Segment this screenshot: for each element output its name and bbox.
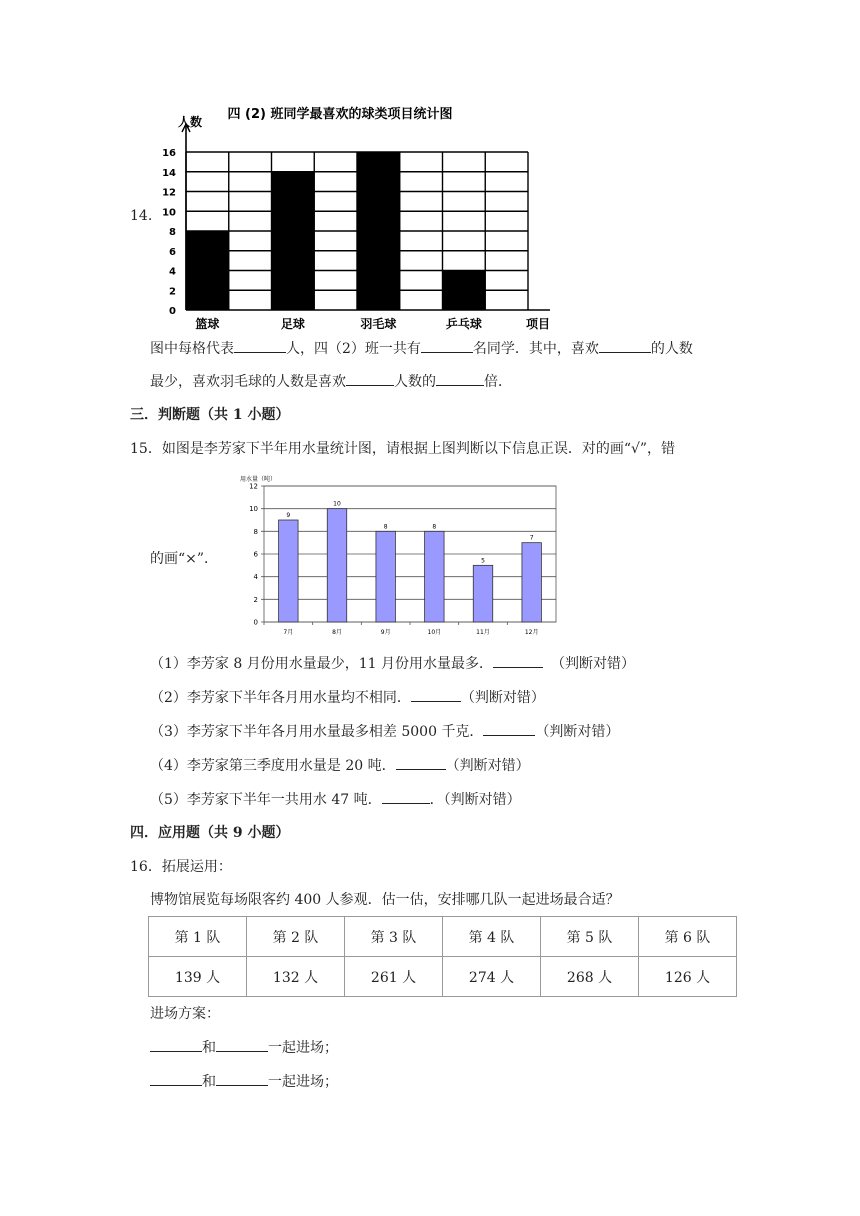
- y-tick-label: 16: [162, 148, 176, 159]
- table-cell: 第 6 队: [639, 917, 737, 957]
- judgment-item: [150, 789, 521, 809]
- text: 人数的: [394, 374, 436, 390]
- text: 名同学．其中，喜欢: [472, 341, 599, 357]
- bar: [279, 520, 298, 622]
- bar: [443, 271, 486, 311]
- judgment-item: [150, 721, 619, 741]
- judgment-item: [150, 653, 635, 673]
- x-tick-label: 羽毛球: [360, 317, 397, 331]
- x-axis-label: 项目: [525, 317, 551, 331]
- question-14-number: 14.: [130, 208, 153, 224]
- table-cell: 268 人: [541, 957, 639, 997]
- text: 最少，喜欢羽毛球的人数是喜欢: [150, 374, 346, 390]
- answer-blank[interactable]: [436, 371, 484, 386]
- answer-blank[interactable]: [216, 1071, 268, 1086]
- y-tick-label: 12: [162, 187, 176, 199]
- answer-blank[interactable]: [483, 721, 535, 736]
- text: 的人数: [650, 341, 693, 357]
- bar: [376, 531, 395, 622]
- question-text: 如图是李芳家下半年用水量统计图，请根据上图判断以下信息正误．对的画“√”，错: [161, 441, 676, 457]
- data-label: 5: [481, 557, 485, 565]
- y-tick-label: 8: [169, 227, 176, 238]
- x-tick-label: 12月: [524, 629, 539, 636]
- data-label: 8: [432, 523, 437, 531]
- y-axis-label: 用水量（吨）: [240, 476, 277, 483]
- bar: [357, 152, 400, 310]
- answer-blank[interactable]: [396, 755, 446, 770]
- answer-blank[interactable]: [150, 1037, 202, 1052]
- judgment-text: （3）李芳家下半年各月用水量最多相差 5000 千克．: [150, 724, 484, 740]
- chart-title: 四 (2) 班同学最喜欢的球类项目统计图: [227, 107, 453, 122]
- judgment-item: [150, 687, 545, 707]
- y-tick-label: 14: [162, 167, 176, 179]
- q14-line-2: [150, 371, 512, 391]
- judgment-text: （2）李芳家下半年各月用水量均不相同．: [150, 690, 411, 706]
- y-tick-label: 10: [162, 207, 176, 219]
- y-tick-label: 4: [169, 266, 176, 278]
- y-tick-label: 8: [253, 527, 258, 536]
- table-cell: 第 1 队: [149, 917, 247, 957]
- judgment-text: （5）李芳家下半年一共用水 47 吨．: [150, 792, 382, 808]
- table-cell: 132 人: [247, 957, 345, 997]
- y-tick-label: 2: [253, 595, 258, 604]
- question-title: 拓展运用：: [161, 859, 232, 875]
- data-label: 10: [333, 500, 341, 508]
- table-row: [149, 957, 737, 997]
- question-16-header: [130, 856, 232, 876]
- y-tick-label: 6: [253, 550, 258, 559]
- data-label: 8: [383, 523, 388, 531]
- answer-blank[interactable]: [234, 338, 286, 353]
- question-number: 16．: [130, 859, 162, 875]
- x-tick-label: 8月: [332, 629, 342, 636]
- text: 倍．: [484, 374, 512, 390]
- answer-blank[interactable]: [411, 687, 461, 702]
- judgment-text: （1）李芳家 8 月份用水量最少，11 月份用水量最多．: [150, 656, 493, 672]
- plan-label: 进场方案：: [150, 1006, 220, 1022]
- plan-line-1: [150, 1037, 338, 1057]
- plan-line-2: [150, 1071, 338, 1091]
- answer-blank[interactable]: [493, 653, 543, 668]
- table-cell: 第 2 队: [247, 917, 345, 957]
- text: 人，四（2）班一共有: [286, 341, 421, 357]
- section-4-title: 四．应用题（共 9 小题）: [130, 825, 290, 841]
- question-number: 15．: [130, 441, 162, 457]
- bar: [327, 509, 346, 622]
- y-tick-label: 12: [249, 482, 258, 491]
- answer-blank[interactable]: [216, 1037, 268, 1052]
- section-3-title: 三．判断题（共 1 小题）: [130, 407, 290, 423]
- y-axis-label: 人数: [178, 115, 203, 129]
- x-tick-label: 篮球: [195, 317, 220, 331]
- table-cell: 126 人: [639, 957, 737, 997]
- x-tick-label: 11月: [476, 629, 490, 636]
- x-tick-label: 9月: [380, 629, 391, 636]
- answer-blank[interactable]: [421, 338, 473, 353]
- x-tick-label: 10月: [427, 629, 442, 636]
- ball-sports-bar-chart: [158, 100, 558, 332]
- q14-line-1: [150, 338, 693, 358]
- text: 和: [202, 1074, 216, 1090]
- x-tick-label: 足球: [280, 317, 305, 331]
- bar: [425, 531, 444, 622]
- judgment-item: [150, 755, 530, 775]
- x-tick-label: 乒乓球: [445, 317, 482, 331]
- table-cell: 第 4 队: [443, 917, 541, 957]
- table-cell: 261 人: [345, 957, 443, 997]
- judgment-hint: ．（判断对错）: [429, 792, 521, 808]
- water-usage-bar-chart: [238, 474, 562, 640]
- question-15-intro-2: 的画“×”．: [150, 551, 219, 567]
- bar: [522, 543, 541, 622]
- bar: [272, 172, 315, 310]
- x-tick-label: 7月: [283, 629, 294, 636]
- y-tick-label: 2: [169, 286, 176, 298]
- question-15-intro: [130, 438, 675, 458]
- y-tick-label: 4: [253, 573, 258, 582]
- judgment-hint: （判断对错）: [445, 758, 530, 774]
- text: 一起进场；: [268, 1040, 338, 1056]
- text: 一起进场；: [268, 1074, 338, 1090]
- y-tick-label: 0: [169, 306, 176, 317]
- data-label: 9: [286, 512, 291, 519]
- answer-blank[interactable]: [346, 371, 394, 386]
- bar: [473, 565, 492, 622]
- judgment-text: （4）李芳家第三季度用水量是 20 吨．: [150, 758, 396, 774]
- table-cell: 第 5 队: [541, 917, 639, 957]
- table-cell: 第 3 队: [345, 917, 443, 957]
- teams-table: [148, 916, 737, 997]
- data-label: 7: [529, 534, 534, 542]
- text: 图中每格代表: [150, 341, 234, 357]
- judgment-hint: （判断对错）: [535, 724, 620, 740]
- answer-blank[interactable]: [599, 338, 651, 353]
- table-cell: 139 人: [149, 957, 247, 997]
- answer-blank[interactable]: [382, 789, 430, 804]
- text: 和: [202, 1040, 216, 1056]
- bar: [186, 231, 229, 310]
- judgment-hint: （判断对错）: [460, 690, 545, 706]
- judgment-hint: （判断对错）: [550, 656, 635, 672]
- table-cell: 274 人: [443, 957, 541, 997]
- y-tick-label: 6: [169, 246, 176, 258]
- table-header-row: [149, 917, 737, 957]
- y-tick-label: 10: [249, 505, 258, 514]
- y-tick-label: 0: [253, 618, 258, 627]
- question-16-text: 博物馆展览每场限客约 400 人参观．估一估，安排哪几队一起进场最合适？: [150, 892, 620, 908]
- answer-blank[interactable]: [150, 1071, 202, 1086]
